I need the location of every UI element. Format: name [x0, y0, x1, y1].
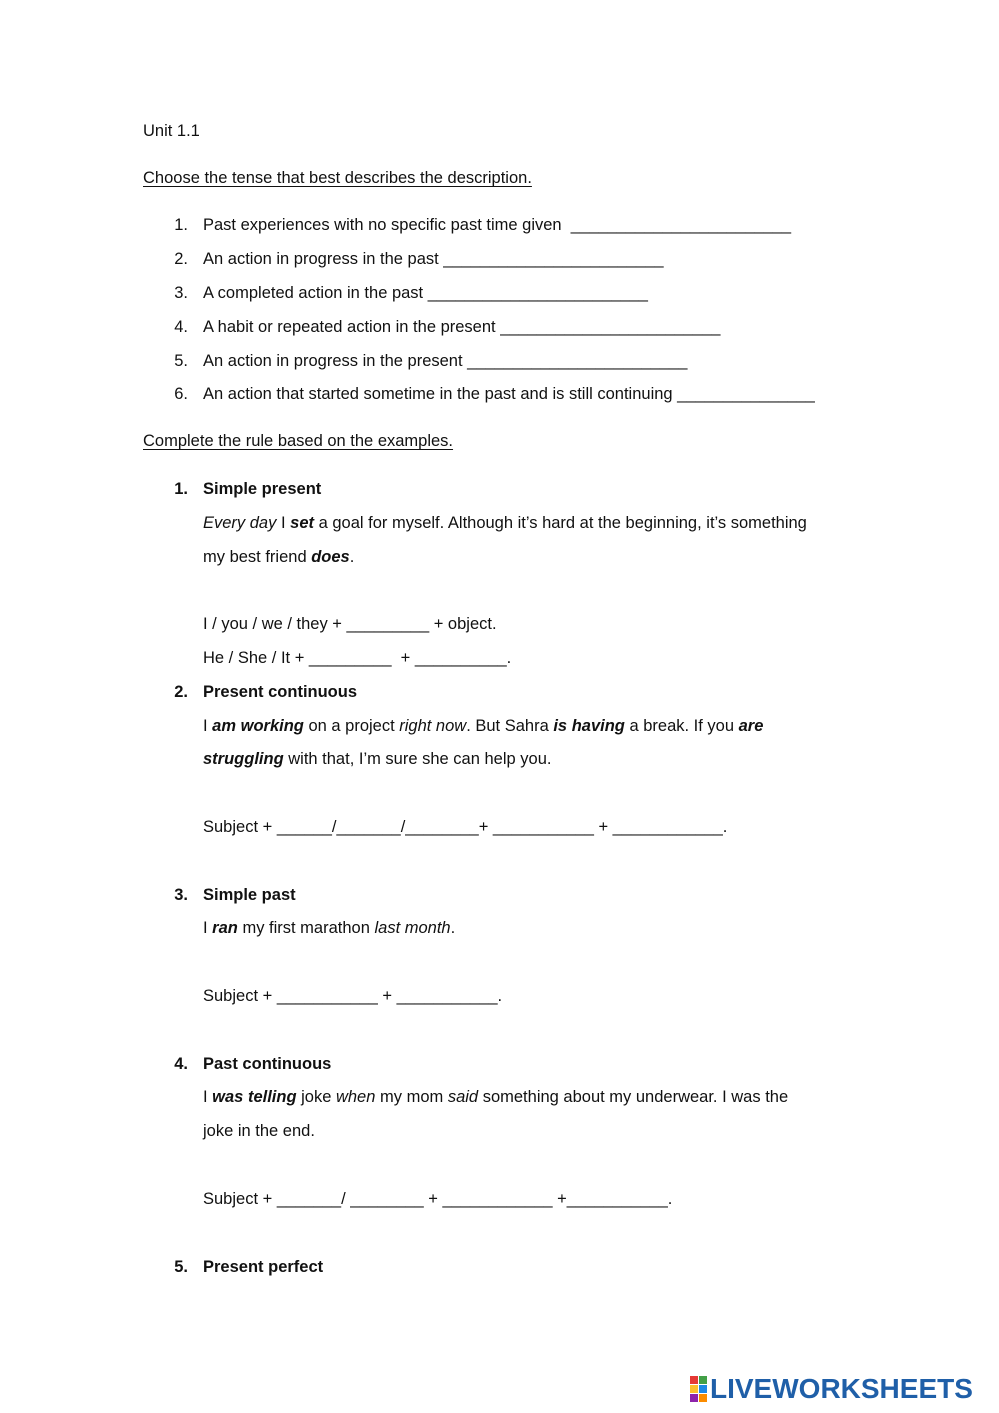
- example-text: with that, I’m sure she can help you.: [283, 750, 552, 768]
- list-number: 3.: [174, 284, 188, 302]
- example-sentence: [203, 749, 551, 769]
- example-text: I: [276, 514, 291, 532]
- rule-title: Present continuous: [203, 683, 358, 701]
- section1-instruction: Choose the tense that best describes the description.: [143, 169, 532, 187]
- rule-formula[interactable]: Subject + ______/_______/________+ ___________ + ____________.: [203, 818, 728, 836]
- logo-blocks-icon: [690, 1376, 707, 1402]
- example-text: joke in the end.: [203, 1122, 315, 1140]
- example-text: something about my underwear. I was the: [478, 1088, 789, 1106]
- rule-number: 4.: [174, 1055, 188, 1073]
- list-number: 6.: [174, 385, 188, 403]
- example-text: .: [450, 919, 456, 937]
- logo-text: LIVEWORKSHEETS: [710, 1373, 973, 1404]
- rule-number: 2.: [174, 683, 188, 701]
- rule-formula[interactable]: Subject + _______/ ________ + ____________ +___________.: [203, 1190, 673, 1208]
- list-number: 4.: [174, 318, 188, 336]
- list-text[interactable]: An action in progress in the present ________________________: [203, 352, 688, 370]
- example-text: struggling: [203, 750, 284, 768]
- list-text[interactable]: An action that started sometime in the past and is still continuing _______________: [203, 385, 815, 403]
- example-sentence: [203, 513, 807, 533]
- rule-number: 3.: [174, 886, 188, 904]
- example-text: when: [335, 1088, 376, 1106]
- rule-formula[interactable]: Subject + ___________ + ___________.: [203, 987, 503, 1005]
- rule-number: 5.: [174, 1258, 188, 1276]
- example-text: are: [738, 717, 764, 735]
- example-text: is having: [553, 717, 625, 735]
- example-text: joke: [296, 1088, 336, 1106]
- example-sentence: [203, 547, 354, 567]
- list-number: 1.: [174, 216, 188, 234]
- rule-title: Past continuous: [203, 1055, 332, 1073]
- rule-formula[interactable]: He / She / It + _________ + __________.: [203, 649, 512, 667]
- example-text: . But Sahra: [466, 717, 554, 735]
- rule-title: Present perfect: [203, 1258, 324, 1276]
- rule-title: Simple present: [203, 480, 322, 498]
- example-text: a break. If you: [624, 717, 739, 735]
- example-sentence: [203, 1121, 315, 1141]
- example-text: right now: [399, 717, 467, 735]
- rule-number: 1.: [174, 480, 188, 498]
- example-text: I: [203, 919, 213, 937]
- example-text: set: [290, 514, 314, 532]
- example-text: said: [447, 1088, 479, 1106]
- list-text[interactable]: A completed action in the past ________________________: [203, 284, 648, 302]
- unit-title: Unit 1.1: [143, 122, 200, 140]
- example-text: was telling: [212, 1088, 297, 1106]
- example-text: .: [349, 548, 355, 566]
- example-text: my best friend: [203, 548, 312, 566]
- example-text: on a project: [303, 717, 400, 735]
- example-sentence: [203, 1087, 788, 1107]
- logo-block: [690, 1376, 698, 1384]
- example-text: ran: [212, 919, 238, 937]
- example-text: a goal for myself. Although it’s hard at the beginning, it’s something: [314, 514, 807, 532]
- liveworksheets-logo[interactable]: [690, 1374, 973, 1404]
- example-text: does: [311, 548, 350, 566]
- logo-block: [690, 1394, 698, 1402]
- list-text[interactable]: Past experiences with no specific past time given ________________________: [203, 216, 791, 234]
- list-text[interactable]: A habit or repeated action in the present ________________________: [203, 318, 721, 336]
- example-text: Every day: [203, 514, 277, 532]
- example-sentence: [203, 716, 763, 736]
- example-text: am working: [212, 717, 304, 735]
- rule-formula[interactable]: I / you / we / they + _________ + object.: [203, 615, 497, 633]
- example-text: I: [203, 1088, 213, 1106]
- example-sentence: [203, 918, 455, 938]
- rule-title: Simple past: [203, 886, 296, 904]
- logo-block: [699, 1385, 707, 1393]
- list-number: 2.: [174, 250, 188, 268]
- example-text: my mom: [375, 1088, 448, 1106]
- section2-instruction: Complete the rule based on the examples.: [143, 432, 454, 450]
- list-text[interactable]: An action in progress in the past ________________________: [203, 250, 664, 268]
- logo-block: [699, 1376, 707, 1384]
- list-number: 5.: [174, 352, 188, 370]
- logo-block: [690, 1385, 698, 1393]
- example-text: I: [203, 717, 213, 735]
- example-text: last month: [374, 919, 451, 937]
- logo-block: [699, 1394, 707, 1402]
- example-text: my first marathon: [237, 919, 375, 937]
